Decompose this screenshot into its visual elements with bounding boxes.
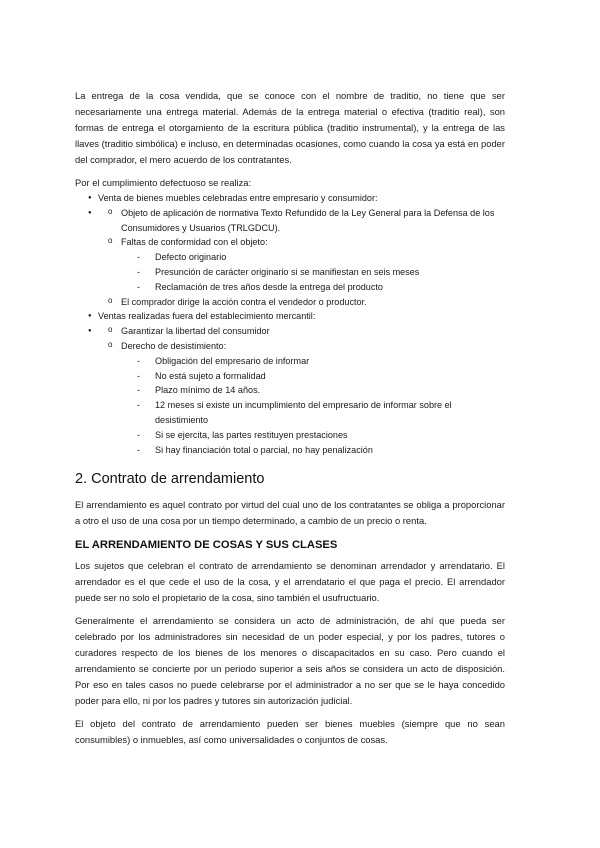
- sublist-item: [52, 339, 505, 354]
- paragraph-cumplimiento-label: Por el cumplimiento defectuoso se realiza:: [75, 177, 252, 188]
- sublist-container: [75, 206, 505, 310]
- dash-item: [52, 354, 505, 369]
- page-content: [75, 88, 505, 748]
- dash-list: [52, 354, 505, 458]
- list-item-label: Venta de bienes muebles celebradas entre empresario y consumidor:: [98, 193, 378, 203]
- paragraph-sujetos: Los sujetos que celebran el contrato de arrendamiento se denominan arrendador y arrendatario. El arrendador es el que cede el uso de la cosa, y el arrendatario el que paga el precio. El arrendador puede ser no solo el propietario de la cosa, sino también el usufructuario.: [75, 560, 505, 604]
- dash-item: [52, 369, 505, 384]
- list-item-label: Ventas realizadas fuera del establecimiento mercantil:: [98, 311, 316, 322]
- sublist-item-text: Garantizar la libertad del consumidor: [121, 326, 270, 337]
- dash-item-text: Si hay financiación total o parcial, no hay penalización: [155, 444, 373, 455]
- dash-item: [52, 428, 505, 443]
- paragraph-traditio: La entrega de la cosa vendida, que se conoce con el nombre de traditio, no tiene que ser necesariamente una entrega material. Además de la entrega material o efectiva (traditio real), son formas de entrega el otorgamiento de la escritura pública (traditio instrumental), y la entrega de las llaves (traditio simbólica) e incluso, en determinadas ocasiones, como cuando la cosa ya está en poder del comprador, el mero acuerdo de los contratantes.: [75, 90, 505, 165]
- paragraph-definition: El arrendamiento es aquel contrato por virtud del cual uno de los contratantes se obliga a proporcionar a otro el uso de una cosa por un tiempo determinado, a cambio de un precio o renta.: [75, 499, 505, 527]
- section-heading: 2. Contrato de arrendamiento: [75, 471, 265, 488]
- sublist-item-text: Derecho de desistimiento:: [121, 340, 227, 351]
- dash-item: [52, 383, 505, 398]
- sublist-item-text: El comprador dirige la acción contra el vendedor o productor.: [121, 296, 367, 307]
- sublist-item: [52, 295, 505, 310]
- sublist: [52, 324, 505, 354]
- sublist: [52, 206, 505, 250]
- list-item: [75, 191, 505, 206]
- dash-item: [52, 250, 505, 265]
- dash-item-text: Reclamación de tres años desde la entrega del producto: [155, 281, 383, 292]
- dash-item-text: Plazo mínimo de 14 años.: [155, 385, 261, 396]
- bullet-list: [75, 191, 505, 457]
- dash-item: [52, 280, 505, 295]
- dash-list: [52, 250, 505, 294]
- sublist: [52, 295, 505, 310]
- dash-item-text: Obligación del empresario de informar: [155, 355, 310, 366]
- dash-item-text: No está sujeto a formalidad: [155, 370, 266, 381]
- sublist-item-text: Faltas de conformidad con el objeto:: [121, 237, 268, 248]
- sublist-container: [75, 324, 505, 457]
- dash-item-text: Defecto originario: [155, 252, 227, 263]
- dash-item: [52, 443, 505, 458]
- sublist-item-text: Objeto de aplicación de normativa Texto Refundido de la Ley General para la Defensa de los Consumidores y Usuarios (TRLGDCU).: [121, 207, 495, 233]
- paragraph-objeto: El objeto del contrato de arrendamiento pueden ser bienes muebles (siempre que no sean consumibles) o inmuebles, así como universalidades o conjuntos de cosas.: [75, 718, 505, 746]
- subsection-heading: EL ARRENDAMIENTO DE COSAS Y SUS CLASES: [75, 539, 338, 552]
- sublist-item: [52, 324, 505, 339]
- list-item: [75, 309, 505, 324]
- dash-item-text: Si se ejercita, las partes restituyen prestaciones: [155, 429, 348, 440]
- sublist-item: [52, 235, 505, 250]
- paragraph-administracion: Generalmente el arrendamiento se considera un acto de administración, de ahí que pueda ser celebrado por los administradores sin necesidad de un poder especial, y por los padres, tutores o curadores respecto de los bienes de los menores o discapacitados en su caso. Pero cuando el arrendamiento se concierte por un periodo superior a seis años se considera un acto de disposición. Por eso en tales casos no puede celebrarse por el administrador a no ser que se le haya concedido poder para ello, ni por los padres y tutores sin autorización judicial.: [75, 615, 505, 707]
- sublist-item: [52, 206, 505, 236]
- dash-item: [52, 398, 505, 428]
- dash-item: [52, 265, 505, 280]
- dash-item-text: Presunción de carácter originario si se manifiestan en seis meses: [155, 266, 420, 277]
- dash-item-text: 12 meses si existe un incumplimiento del empresario de informar sobre el desistimiento: [155, 400, 452, 425]
